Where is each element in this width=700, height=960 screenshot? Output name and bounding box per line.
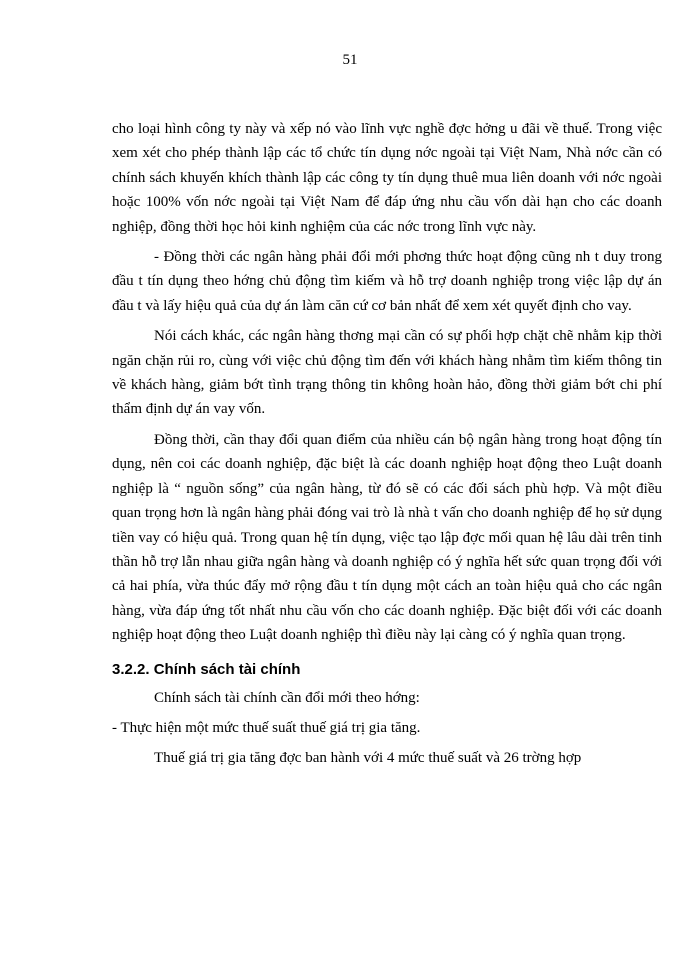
paragraph-6: - Thực hiện một mức thuế suất thuế giá trị gia tăng. bbox=[112, 719, 421, 736]
paragraph-7: Thuế giá trị gia tăng đợc ban hành với 4 mức thuế suất và 26 trờng hợp bbox=[154, 750, 582, 767]
paragraph-2: - Đồng thời các ngân hàng phải đổi mới phơng thức hoạt động cũng nh t duy trong đầu t tín dụng theo hớng chủ động tìm kiếm và hỗ trợ doanh nghiệp trong việc lập dự án đầu t và lấy hiệu quả của dự án làm căn cứ cơ bản nhất để xem xét quyết định cho vay. bbox=[112, 249, 662, 314]
paragraph-4: Đồng thời, cần thay đổi quan điểm của nhiều cán bộ ngân hàng trong hoạt động tín dụng, nên coi các doanh nghiệp, đặc biệt là các doanh nghiệp hoạt động theo Luật doanh nghiệp là “ nguồn sống” của ngân hàng, từ đó sẽ có các đối sách phù hợp. Và một điều quan trọng hơn là ngân hàng phải đóng vai trò là nhà t vấn cho doanh nghiệp để họ sử dụng tiền vay có hiệu quả. Trong quan hệ tín dụng, việc tạo lập đợc mối quan hệ lâu dài trên tinh thần hỗ trợ lẫn nhau giữa ngân hàng và doanh nghiệp có ý nghĩa hết sức quan trọng đối với cả hai phía, vừa thúc đẩy mở rộng đầu t tín dụng một cách an toàn hiệu quả cho các ngân hàng, vừa đáp ứng tốt nhất nhu cầu vốn cho các doanh nghiệp. Đặc biệt đối với các doanh nghiệp hoạt động theo Luật doanh nghiệp thì điều này lại càng có ý nghĩa quan trọng. bbox=[112, 431, 662, 644]
section-heading: 3.2.2. Chính sách tài chính bbox=[112, 660, 301, 678]
paragraph-3: Nói cách khác, các ngân hàng thơng mại cần có sự phối hợp chặt chẽ nhằm kịp thời ngăn chặn rủi ro, cùng với việc chủ động tìm đến với khách hàng nhằm tìm kiếm thông tin về khách hàng, giảm bớt tình trạng thông tin không hoàn hảo, đồng thời giảm bớt chi phí thẩm định dự án vay vốn. bbox=[112, 328, 662, 418]
paragraph-5: Chính sách tài chính cần đổi mới theo hớng: bbox=[154, 689, 420, 706]
page-number: 51 bbox=[342, 52, 358, 68]
paragraph-1: cho loại hình công ty này và xếp nó vào lĩnh vực nghề đợc hởng u đãi về thuế. Trong việc xem xét cho phép thành lập các tổ chức tín dụng nớc ngoài tại Việt Nam, Nhà nớc cần có chính sách khuyến khích thành lập các công ty tín dụng thuê mua liên doanh với nớc ngoài hoặc 100% vốn nớc ngoài tại Việt Nam để đáp ứng nhu cầu vốn dài hạn cho các doanh nghiệp, đồng thời học hỏi kinh nghiệm của các nớc trong lĩnh vực này. bbox=[112, 121, 662, 235]
document-body bbox=[112, 117, 662, 771]
